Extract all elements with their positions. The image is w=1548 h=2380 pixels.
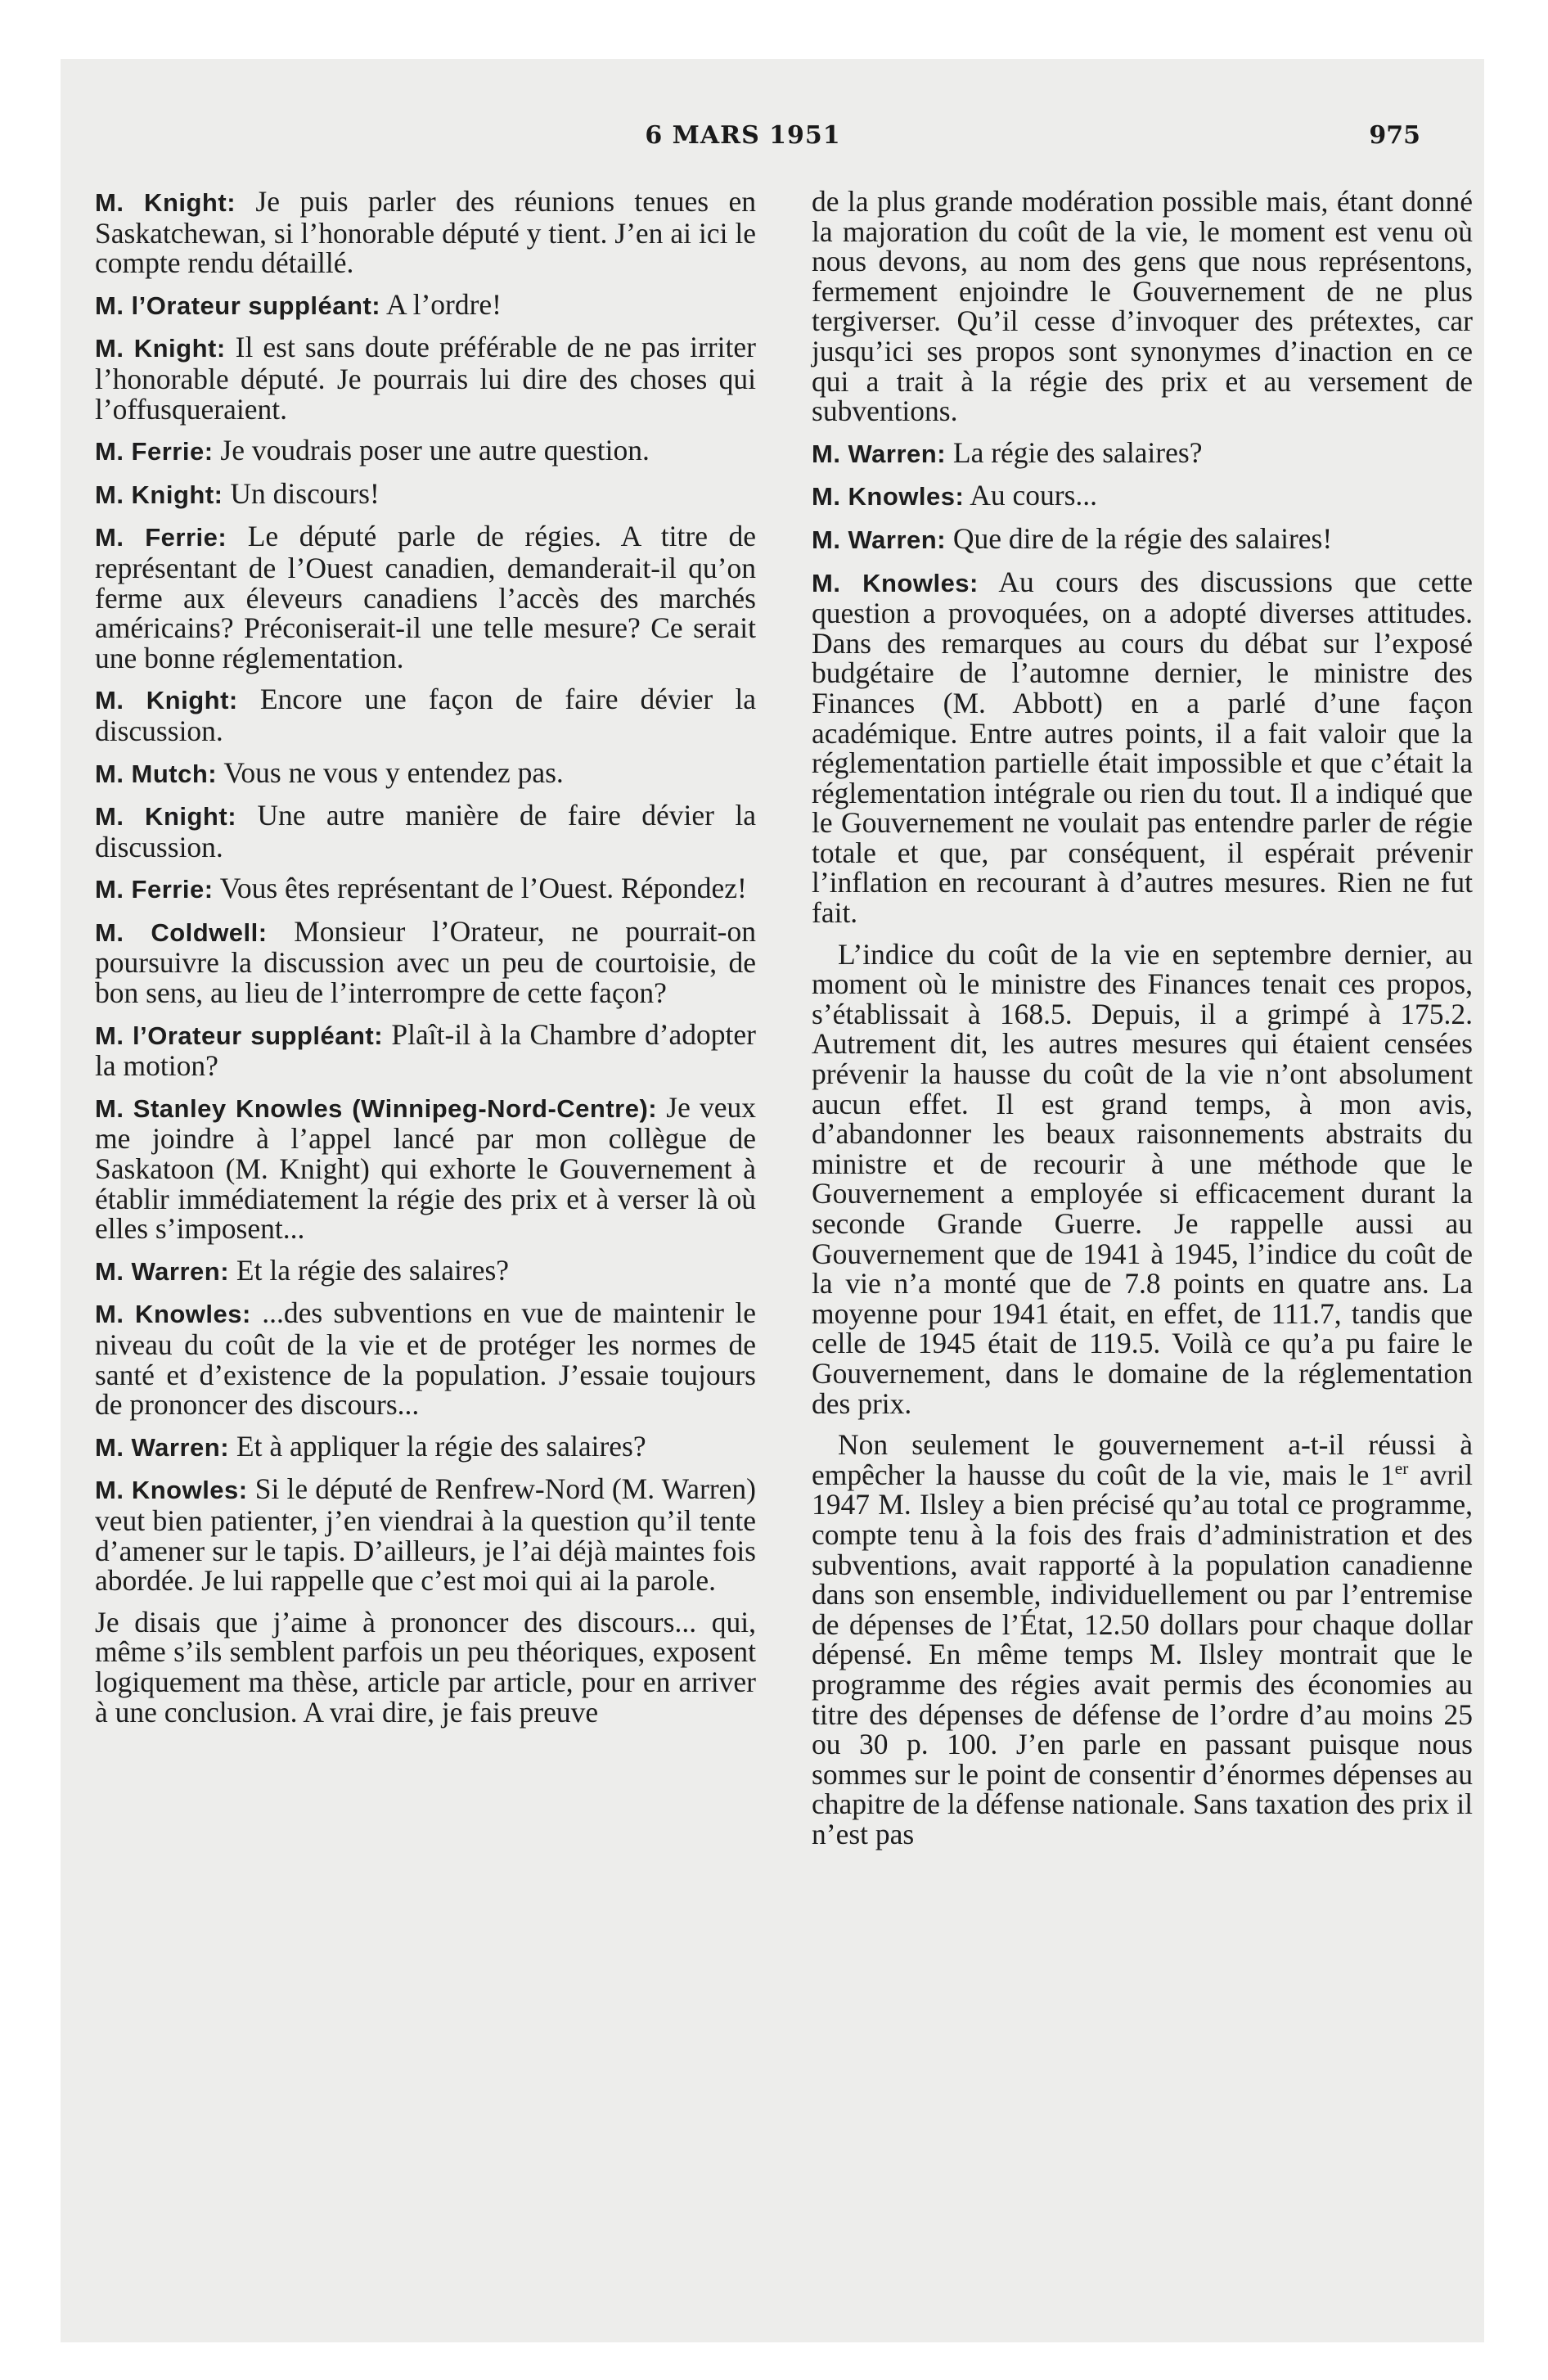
paragraph-text: Si le député de Renfrew-Nord (M. Warren) veut bien patienter, j’en viendrai à la question qu’il tente d’amener sur le tapis. D’ailleurs, je l’ai déjà maintes fois abordée. Je lui rappelle que c’est moi qui ai la parole. xyxy=(95,1472,756,1598)
paragraph xyxy=(95,684,756,746)
speaker-name: M. Knowles: xyxy=(812,482,965,512)
speaker-name: M. l’Orateur suppléant: xyxy=(95,291,381,320)
left-column xyxy=(95,187,756,1738)
paragraph xyxy=(812,435,1473,470)
paragraph xyxy=(812,567,1473,928)
speaker-name: M. Warren: xyxy=(95,1432,230,1462)
paragraph-text: Vous ne vous y entendez pas. xyxy=(217,755,564,789)
paragraph-text: Monsieur l’Orateur, ne pourrait-on poursuivre la discussion avec un peu de courtoisie, de bon sens, au lieu de l’interrompre de cette façon? xyxy=(95,914,756,1010)
paragraph-text: Plaît-il à la Chambre d’adopter la motion? xyxy=(95,1017,756,1083)
page-number: 975 xyxy=(1369,121,1420,150)
paragraph xyxy=(812,187,1473,426)
paragraph xyxy=(95,476,756,511)
paragraph xyxy=(95,873,756,905)
paragraph xyxy=(95,800,756,862)
speaker-name: M. Knight: xyxy=(95,802,237,832)
page-header xyxy=(61,121,1425,162)
speaker-name: M. Warren: xyxy=(812,439,947,468)
paragraph xyxy=(812,480,1473,512)
paragraph xyxy=(812,937,1473,1420)
paragraph-text: Il est sans doute préférable de ne pas irriter l’honorable député. Je pourrais lui dire des choses qui l’offusqueraient. xyxy=(95,331,756,426)
paragraph-text: Non seulement le gouvernement a-t-il réussi à empêcher la hausse du coût de la vie, mais le 1er avril 1947 M. Ilsley a bien précisé qu’au total ce programme, compte tenu à la fois des frais d’administration et des subventions, avait rapporté à la population canadienne dans son ensemble, individuellement ou par l’entremise de dépenses de l’État, 12.50 dollars pour chaque dollar dépensé. En même temps M. Ilsley montrait que le programme des régies avait permis des économies au titre des dépenses de défense de l’ordre d’au moins 25 ou 30 p. 100. J’en parle en passant puisque nous sommes sur le point de consentir d’énormes dépenses au chapitre de la défense nationale. Sans taxation des prix il n’est pas xyxy=(812,1428,1473,1850)
paragraph-text: Je puis parler des réunions tenues en Saskatchewan, si l’honorable député y tient. J’en ai ici le compte rendu détaillé. xyxy=(95,185,756,280)
right-column xyxy=(812,187,1473,1860)
paragraph xyxy=(95,1255,756,1287)
speaker-name: M. Ferrie: xyxy=(95,875,214,904)
paragraph-text: Un discours! xyxy=(223,476,380,510)
speaker-name: M. l’Orateur suppléant: xyxy=(95,1021,384,1050)
speaker-name: M. Knowles: xyxy=(812,568,979,597)
speaker-name: M. Warren: xyxy=(812,525,947,554)
speaker-name: M. Knight: xyxy=(95,480,223,509)
speaker-name: M. Ferrie: xyxy=(95,523,227,552)
paragraph-text: Je disais que j’aime à prononcer des discours... qui, même s’ils semblent parfois un peu théoriques, exposent logiquement ma thèse, article par article, pour en arriver à une conclusion. A vrai dire, je fais preuve xyxy=(95,1605,756,1729)
speaker-name: M. Knowles: xyxy=(95,1476,248,1505)
speaker-name: M. Knowles: xyxy=(95,1300,251,1329)
paragraph-text: Encore une façon de faire dévier la discussion. xyxy=(95,683,756,747)
paragraph xyxy=(812,521,1473,556)
paragraph-text: ...des subventions en vue de maintenir le niveau du coût de la vie et de protéger les normes de santé et d’existence de la population. J’essaie toujours de prononcer des discours... xyxy=(95,1296,756,1422)
paragraph xyxy=(95,1472,756,1598)
speaker-name: M. Stanley Knowles (Winnipeg-Nord-Centre): xyxy=(95,1093,658,1123)
paragraph-text: A l’ordre! xyxy=(380,287,502,321)
paragraph xyxy=(95,1090,756,1246)
paragraph xyxy=(95,287,756,322)
paragraph xyxy=(95,435,756,467)
paragraph xyxy=(812,1430,1473,1849)
paragraph xyxy=(95,332,756,424)
paragraph xyxy=(95,1017,756,1083)
paragraph-text: Le député parle de régies. A titre de représentant de l’Ouest canadien, demanderait-il qu’on ferme aux éleveurs canadiens l’accès des marchés américains? Préconiserait-il une telle mesure? Ce serait une bonne réglementation. xyxy=(95,520,756,674)
speaker-name: M. Knight: xyxy=(95,686,238,715)
paragraph-text: de la plus grande modération possible mais, étant donné la majoration du coût de la vie, le moment est venu où nous devons, au nom des gens que nous représentons, fermement enjoindre le Gouvernement de ne plus tergiverser. Qu’il cesse d’invoquer des prétextes, car jusqu’ici ses propos sont synonymes d’inaction en ce qui a trait à la régie des prix et au versement de subventions. xyxy=(812,185,1473,428)
paragraph-text: Et la régie des salaires? xyxy=(229,1253,510,1287)
speaker-name: M. Ferrie: xyxy=(95,437,214,467)
paragraph xyxy=(95,521,756,673)
paragraph-text: Au cours... xyxy=(964,479,1098,512)
paragraph-text: Que dire de la régie des salaires! xyxy=(946,521,1333,555)
paragraph-text: Au cours des discussions que cette question a provoquées, on a adopté diverses attitudes. Dans des remarques au cours du débat sur l’exposé budgétaire de l’automne dernier, le ministre des Finances (M. Abbott) en a parlé d’une façon académique. Entre autres points, il a fait valoir que la réglementation partielle était impossible et que c’était la réglementation intégrale ou rien du tout. Il a indiqué que le Gouvernement ne voulait pas entendre parler de régie totale et que, par conséquent, il espérait prévenir l’inflation en recourant à d’autres mesures. Rien ne fut fait. xyxy=(812,565,1474,930)
paragraph xyxy=(95,187,756,278)
speaker-name: M. Coldwell: xyxy=(95,917,268,947)
paragraph-text: Vous êtes représentant de l’Ouest. Répondez! xyxy=(213,872,747,905)
paragraph xyxy=(95,1431,756,1463)
paragraph xyxy=(95,1296,756,1422)
paragraph-text: Une autre manière de faire dévier la discussion. xyxy=(95,799,756,863)
speaker-name: M. Knight: xyxy=(95,188,236,217)
paragraph xyxy=(95,914,756,1010)
speaker-name: M. Warren: xyxy=(95,1256,230,1286)
paragraph-text: Et à appliquer la régie des salaires? xyxy=(229,1429,646,1463)
speaker-name: M. Mutch: xyxy=(95,759,218,788)
paragraph-text: La régie des salaires? xyxy=(946,435,1203,469)
page-date: 6 MARS 1951 xyxy=(645,121,841,150)
paragraph-text: Je veux me joindre à l’appel lancé par mon collègue de Saskatoon (M. Knight) qui exhorte le Gouvernement à établir immédiatement la régie des prix et à verser là où elles s’imposent... xyxy=(95,1090,756,1246)
paragraph xyxy=(95,1607,756,1727)
speaker-name: M. Knight: xyxy=(95,334,226,363)
paragraph-text: L’indice du coût de la vie en septembre dernier, au moment où le ministre des Finances tenait ces propos, s’établissait à 168.5. Depuis, il a grimpé à 175.2. Autrement dit, les autres mesures qui étaient censées prévenir la hausse du coût de la vie n’ont absolument aucun effet. Il est grand temps, à mon avis, d’abandonner les beaux raisonnements abstraits du ministre et de recourir à une méthode que le Gouvernement a employée si efficacement durant la seconde Grande Guerre. Je rappelle aussi au Gouvernement que de 1941 à 1945, l’indice du coût de la vie n’a monté que de 7.8 points en quatre ans. La moyenne pour 1941 était, en effet, de 111.7, tandis que celle de 1945 était de 119.5. Voilà ce qu’a pu faire le Gouvernement, dans le domaine de la réglementation des prix. xyxy=(812,937,1473,1420)
paragraph-text: Je voudrais poser une autre question. xyxy=(213,434,650,467)
paragraph xyxy=(95,755,756,790)
